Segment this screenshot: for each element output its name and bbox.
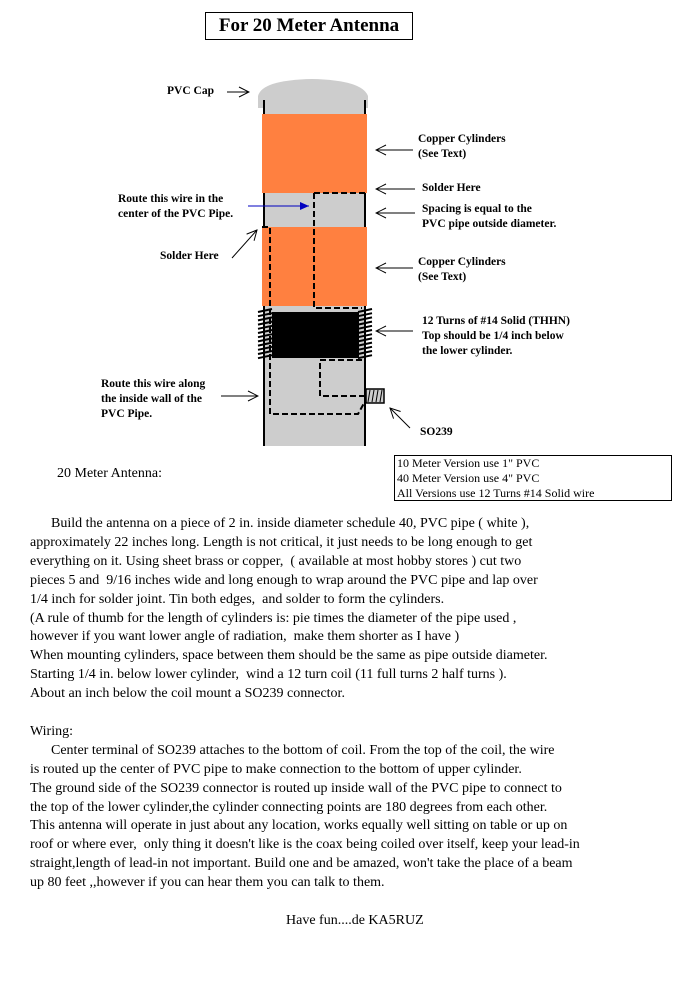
label-route-center: Route this wire in the center of the PVC Pipe.: [118, 193, 234, 220]
solder-left-arrow: [232, 230, 257, 258]
label-route-wall: Route this wire along the inside wall of the PVC Pipe.: [101, 378, 206, 420]
upper-copper-cylinder: [262, 114, 367, 193]
spacer-paragraph: [30, 704, 680, 723]
so239-arrow: [390, 408, 410, 428]
version-notes-box: [394, 455, 672, 501]
section-heading: 20 Meter Antenna:: [57, 466, 162, 481]
label-copper-cylinders-upper: Copper Cylinders (See Text): [418, 133, 506, 160]
page-title: For 20 Meter Antenna: [205, 12, 413, 40]
version-note: All Versions use 12 Turns #14 Solid wire: [397, 486, 595, 500]
version-note: 40 Meter Version use 4" PVC: [397, 471, 540, 485]
label-solder-here-right: Solder Here: [422, 182, 481, 194]
version-note: 10 Meter Version use 1" PVC: [397, 456, 540, 470]
label-solder-here-left: Solder Here: [160, 250, 219, 262]
label-coil-turns: 12 Turns of #14 Solid (THHN) Top should be 1/4 inch below the lower cylinder.: [422, 315, 570, 357]
build-paragraph: Build the antenna on a piece of 2 in. inside diameter schedule 40, PVC pipe ( white ), approximately 22 inches long. Length is not critical, it just needs to be long enough to get everything on it. Using sheet brass or copper, ( available at most hobby stores ) cut two pieces 5 and 9/16 inches wide and long enough to wrap around the PVC pipe and lap over 1/4 inch for solder joint. Tin both edges, and solder to form the cylinders. (A rule of thumb for the length of cylinders is: pie times the diameter of the pipe used , however if you want lower angle of radiation, make them shorter as I have ) When mounting cylinders, space between them should be the same as pipe outside diameter. Starting 1/4 in. below lower cylinder, wind a 12 turn coil (11 full turns 2 half turns ). About an inch below the coil mount a SO239 connector.: [30, 516, 548, 702]
label-so239: SO239: [420, 426, 453, 438]
label-copper-cylinders-lower: Copper Cylinders (See Text): [418, 256, 506, 283]
signoff: Have fun....de KA5RUZ: [286, 913, 424, 928]
label-spacing: Spacing is equal to the PVC pipe outside diameter.: [422, 203, 557, 230]
instructions-text: [30, 515, 680, 893]
label-pvc-cap: PVC Cap: [167, 85, 214, 97]
coil-core: [272, 312, 359, 358]
so239-connector: [366, 389, 384, 403]
wiring-paragraph: Wiring: Center terminal of SO239 attaches to the bottom of coil. From the top of the coil, the wire is routed up the center of PVC pipe to make connection to the bottom of upper cylinder. The ground side of the SO239 connector is routed up inside wall of the PVC pipe to connect to the top of the lower cylinder,the cylinder connecting points are 180 degrees from each other. This antenna will operate in just about any location, works equally well sitting on table or up on roof or where ever, only thing it doesn't like is the coax being coiled over itself, keep your lead-in straight,length of lead-in not important. Build one and be amazed, won't take the place of a beam up 80 feet ,,however if you can hear them you can talk to them.: [30, 723, 580, 891]
